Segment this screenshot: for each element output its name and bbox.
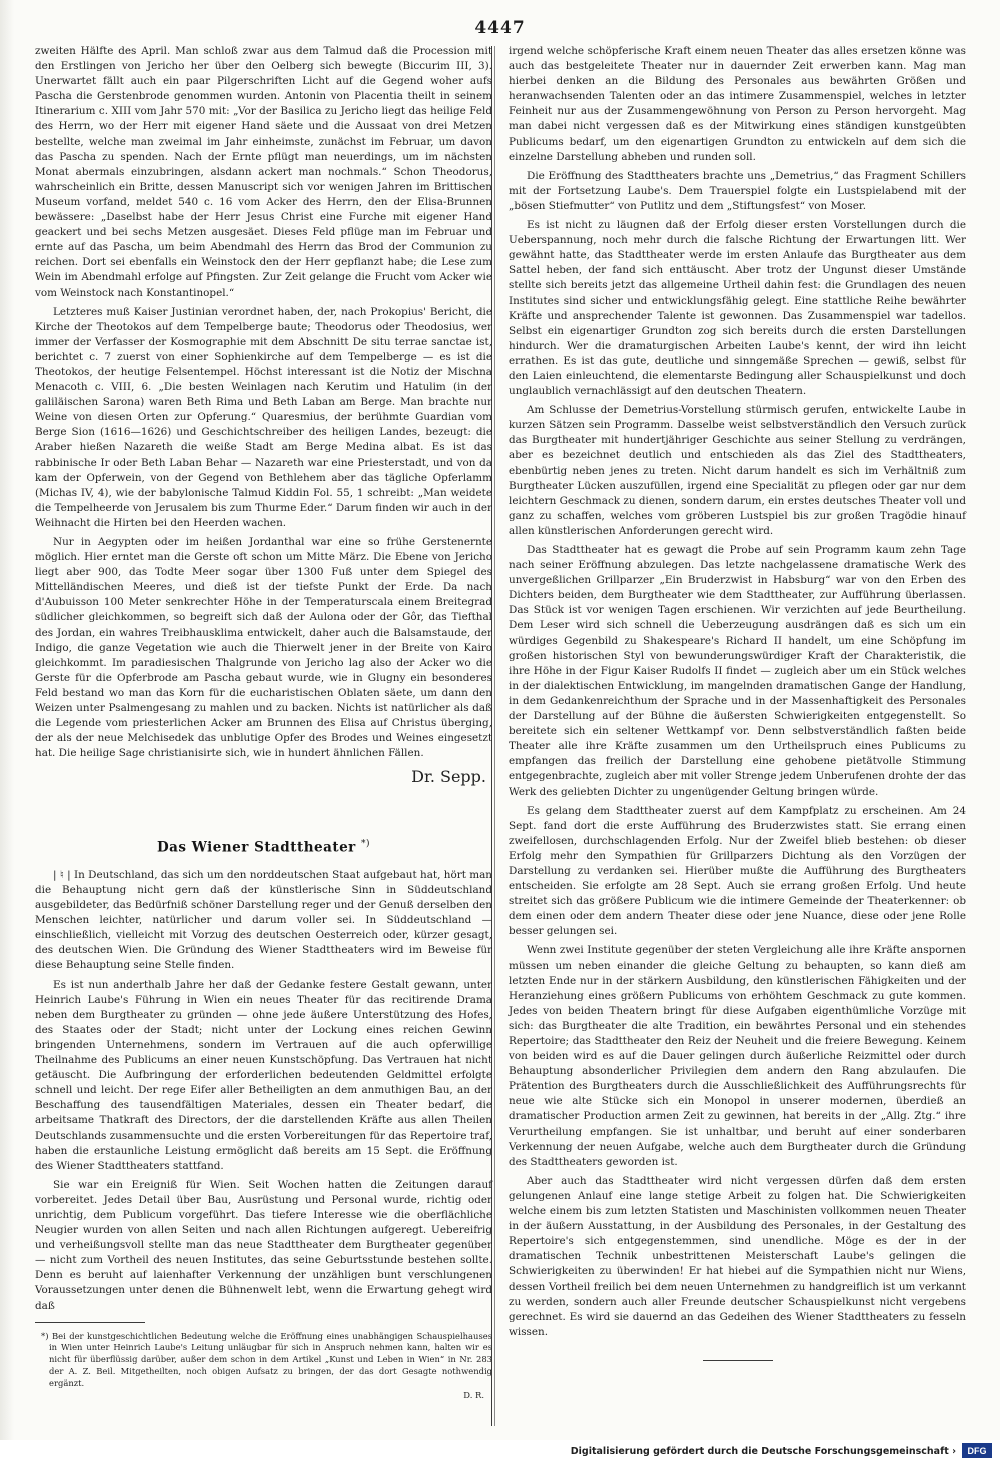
footnote-signature: D. R. (463, 1389, 484, 1400)
paragraph: Nur in Aegypten oder im heißen Jordanthal war eine so frühe Gerstenernte möglich. Hier erntet man die Gerste oft schon um Mitte März. Die Ebene von Jericho liegt aber 900, das Todte Meer sogar über 1300 Fuß unter dem Spiegel des Mittelländischen Meeres, und dieß ist der tiefste Punkt der Erde. Da nach d'Aubuisson 100 Meter senkrechter Höhe in der Temperaturscala einem Breitegrad südlicher gleichkommen, so begreift sich daß der Aulona oder der Gôr, das Tiefthal des Jordan, ein wahres Treibhausklima entwickelt, daher auch die Balsamstaude, der Indigo, die ganze Vegetation wie auch die Thierwelt jener in der Breite von Kairo gleichkommt. Im paradiesischen Thalgrunde von Jericho lag also der Acker wo die Gerste für die Opferbrode am Pascha gebaut wurde, wie in Glugny ein besonderes Feld bestand wo man das Korn für die eucharistischen Oblaten säete, um dann den Weizen unter Psalmengesang zu mahlen und zu backen. Nichts ist natürlicher als daß die Legende vom priesterlichen Acker am Brunnen des Elisa auf Christus überging, der als der neue Melchisedek das unblutige Opfer des Brodes und Weines eingesetzt hat. Die heilige Sage christianisirte sich, wie in hundert ähnlichen Fällen. (35, 536, 492, 760)
signature-line (35, 765, 492, 795)
funding-credit[interactable] (571, 1446, 956, 1457)
paragraph: zweiten Hälfte des April. Man schloß zwar aus dem Talmud daß die Procession mit den Erstlingen von Jericho her über den Oelberg sich bewegte (Biccurim III, 3). Unerwartet fällt auch ein paar Pilgerschriften Licht auf die Gegend woher aufs Pascha die Gerstenbrode genommen wurden. Antonin von Placentia theilt in seinem Itinerarium c. XIII vom Jahr 570 mit: „Vor der Basilica zu Jericho liegt das heilige Feld des Herrn, wo der Herr mit eigener Hand säete und die Aussaat von drei Metzen bestellte, welche man zweimal im Jahr einheimste, zunächst im Februar, um davon das Pascha zu spenden. Nach der Ernte pflügt man neuerdings, um im nächsten Monat abermals einzubringen, alsdann ackert man nochmals.“ Schon Theodorus, wahrscheinlich ein Britte, dessen Manuscript sich vor wenigen Jahren im Brittischen Museum vorfand, meldet 540 c. 16 vom Acker des Herrn, den der Elisa-Brunnen bewässere: „Daselbst habe der Herr Jesus Christ eine Furche mit eigener Hand geackert und bei sechs Metzen ausgesäet. Dieses Feld pflüge man im Februar und ernte auf das Pascha, um beim Abendmahl des Herrn das Brod der Communion zu reichen. Dort sei ebenfalls ein Weinstock den der Herr gepflanzt habe; die Lese zum Wein im Abendmahl erfolge auf Pfingsten. Zur Zeit gelange die Frucht vom Acker wie vom Weinstock nach Konstantinopel.“ (35, 45, 492, 299)
author-signature: Dr. Sepp. (411, 767, 486, 787)
paragraph: irgend welche schöpferische Kraft einem neuen Theater das alles ersetzen könne was auch das bestgeleitete Theater nur in dauernder Zeit erwerben kann. Mag man hierbei denken an die Bildung des Personales aus bewährten Größen und heranwachsenden Talenten oder an das intimere Zusammenspiel, welches in letzter Feinheit nur aus der Zusammengewöhnung von Person zu Person hervorgeht. Mag man dabei nicht vergessen daß es der Mitwirkung eines ständigen kunstgeübten Publicums bedarf, um den eigenartigen Grundton zu entwickeln auf dem sich die einzelne Darstellung abheben und runden soll. (509, 45, 966, 163)
paragraph: Die Eröffnung des Stadttheaters brachte uns „Demetrius,“ das Fragment Schillers mit der Fortsetzung Laube's. Dem Trauerspiel folgte ein Lustspielabend mit der „bösen Stiefmutter“ von Putlitz und dem „Stiftungsfest“ von Moser. (509, 169, 966, 212)
paragraph: Aber auch das Stadttheater wird nicht vergessen dürfen daß dem ersten gelungenen Anlauf eine lange stetige Arbeit zu folgen hat. Die Schwierigkeiten welche einem bis zum letzten Statisten und Maschinisten vollkommen neuen Theater in der äußern Ausstattung, in der Ausbildung des Personales, in der Gestaltung des Repertoire's sich entgegenstemmen, sind unendliche. Möge es der in der dramatischen Technik unbestrittenen Meisterschaft Laube's gelingen die Schwierigkeiten zu überwinden! Er hat hiebei auf die Sympathien nicht nur Wiens, dessen Vortheil freilich bei dem neuen Unternehmen zu handgreiflich ist um verkannt zu werden, sondern auch aller Freunde deutscher Schauspielkunst nicht vergebens gerechnet. Es wird sie dauernd an das Gedeihen des Wiener Stadttheaters zu fesseln wissen. (509, 1174, 966, 1338)
paragraph: Wenn zwei Institute gegenüber der steten Vergleichung alle ihre Kräfte anspornen müssen um neben einander die gleiche Geltung zu behaupten, so kann dieß am letzten Ende nur in der stärkern Ausbildung, den künstlerischen Fähigkeiten und der Heranziehung eines größern Publicums von erhöhtem Geschmack zu gute kommen. Jedes von beiden Theatern bringt für diese Aufgaben eigenthümliche Vorzüge mit sich: das Burgtheater die alte Tradition, ein bewährtes Personal und ein stehendes Repertoire; das Stadttheater den Reiz der Neuheit und die freiere Bewegung. Keinem von beiden wird es auf die Dauer gelingen durch äußerliche Reizmittel oder durch Behauptung absonderlicher Privilegien dem andern den Rang abzulaufen. Die Prätention des Burgtheaters durch die Ausschließlichkeit des Aufführungsrechts für neue wie alte Stücke sich ein Monopol in unserer modernen, überdieß an dramatischer Production armen Zeit zu gewinnen, hat bereits in der „Allg. Ztg.“ ihre Verurtheilung empfangen. Sie ist unhaltbar, und beruht auf einer sonderbaren Verkennung der neuen Aufgabe, welche auch dem Burgtheater durch die Gründung des Stadttheaters geworden ist. (509, 944, 966, 1168)
paragraph: Es ist nicht zu läugnen daß der Erfolg dieser ersten Vorstellungen durch die Ueberspannung, noch mehr durch die falsche Richtung der Erwartungen litt. Wer gewähnt hatte, das Stadttheater werde im ersten Anlaufe das Burgtheater aus dem Sattel heben, der fand sich enttäuscht. Aber trotz der Ungunst dieser Umstände stellte sich bereits jetzt das allgemeine Urtheil dahin fest: die Grundlagen des neuen Institutes sind sicher und entwicklungsfähig gelegt. Eine stattliche Reihe bewährter Kräfte und ansprechender Talente ist gewonnen. Das Zusammenspiel war tadellos. Selbst ein eigenartiger Grundton zog sich bereits durch die ersten Darstellungen hindurch. Wer die dramaturgischen Arbeiten Laube's kennt, der wird ihn leicht errathen. Es ist das gute, deutliche und sinngemäße Sprechen — gewiß, selbst für den Laien einleuchtend, die elementarste Bedingung aller Schauspielkunst und doch unglaublich vernachlässigt auf den deutschen Theatern. (509, 219, 966, 398)
paragraph: Es ist nun anderthalb Jahre her daß der Gedanke festere Gestalt gewann, unter Heinrich Laube's Führung in Wien ein neues Theater für das recitirende Drama neben dem Burgtheater zu gründen — ohne jede äußere Unterstützung des Hofes, des Staates oder der Stadt; nicht unter der Lockung eines reichen Gewinn bringenden Unternehmens, sondern im Vertrauen auf die auch opferwillige Theilnahme des Publicums an einer neuen Kunstschöpfung. Das Vertrauen hat nicht getäuscht. Die Aufbringung der erforderlichen bedeutenden Geldmittel erfolgte schnell und leicht. Der rege Eifer aller Betheiligten an dem anmuthigen Bau, an der Beschaffung des tausendfältigen Materiales, dessen ein Theater bedarf, die arbeitsame Thatkraft des Directors, der die darstellenden Kräfte aus allen Theilen Deutschlands zusammensuchte und die ersten Vorbereitungen für das Repertoire traf, haben die erstaunliche Leistung ermöglicht daß bereits am 15 Sept. die Eröffnung des Wiener Stadttheaters stattfand. (35, 978, 492, 1172)
scan-edge-shadow (0, 0, 14, 1440)
column-rule-inner (494, 46, 495, 1426)
paragraph: Das Stadttheater hat es gewagt die Probe auf sein Programm kaum zehn Tage nach seiner Eröffnung abzulegen. Das letzte nachgelassene dramatische Werk des unvergeßlichen Grillparzer „Ein Bruderzwist in Habsburg“ war von den Erben des Dichters beiden, dem Burgtheater wie dem Stadttheater, zur Aufführung überlassen. Das Stück ist vor wenigen Tagen erschienen. Wir verzichten auf jede Beurtheilung. Dem Leser wird sich schnell die Ueberzeugung ausdrängen daß es sich um ein würdiges Gegenbild zu Shakespeare's Richard II handelt, um eine Schöpfung im großen historischen Styl von bewunderungswürdiger Kraft der Charakteristik, die ihre Höhe in der Figur Kaiser Rudolfs II findet — zugleich aber um ein Stück welches in der dialektischen Entwicklung, im mangelnden dramatischen Gange der Handlung, in dem Gedankenreichthum der Sprache und in der Massenhaftigkeit des Personales der Darstellung auf der Bühne die äußersten Schwierigkeiten entgegenstellt. So bereitete sich ein seltener Wettkampf vor. Denn selbstverständlich faßten beide Theater alle ihre Kräfte zusammen um den Urtheilspruch eines Publicums zu empfangen das freilich der Darstellung eine gehobene pietätvolle Stimmung entgegenbrachte, zugleich aber mit voller Strenge jedem Unberufenen drohte der das Werk des geliebten Dichter zu ungenügender Geltung bringen würde. (509, 544, 966, 798)
right-column (509, 44, 966, 1361)
paragraph: Es gelang dem Stadttheater zuerst auf dem Kampfplatz zu erscheinen. Am 24 Sept. fand dort die erste Aufführung des Bruderzwistes statt. Sie errang einen zweifellosen, durchschlagenden Erfolg. Nur der Zweifel blieb bestehen: ob dieser Erfolg mehr den Sympathien für Grillparzers Dichtung als den Vorzügen der Darstellung zu verdanken sei. Hierüber mußte die Aufführung des Burgtheaters entscheiden. Sie erfolgte am 28 Sept. Auch sie errang großen Erfolg. Und heute streitet sich das größere Publicum wie die intimere Gemeinde der Theaterkenner: ob dem einen oder dem andern Theater diese oder jene Nuance, diese oder jene Rolle besser gelungen sei. (509, 804, 966, 938)
paragraph: Letzteres muß Kaiser Justinian verordnet haben, der, nach Prokopius' Bericht, die Kirche der Theotokos auf dem Tempelberge baute; Theodorus oder Theodosius, wer immer der Verfasser der Kosmographie mit dem Abschnitt De situ terrae sanctae ist, berichtet c. 7 zuerst von einer Sophienkirche auf dem Tempelberge — es ist die Theotokos, der heutige Felsentempel. Höchst interessant ist die Notiz der Mischna Menacoth c. VIII, 6. „Die besten Weinlagen nach Kerutim und Hatulim (in der galiläischen Sarona) waren Beth Rima und Beth Laban am Berge. Man brachte nur Weine von diesen Orten zur Opferung.“ Quaresmius, der berühmte Guardian vom Berge Sion (1616—1626) und Geschichtschreiber des heiligen Landes, bezeugt: die Araber hießen Nazareth die weiße Stadt am Berge Medina albat. Es ist das rabbinische Ir oder Beth Laban Behar — Nazareth war eine Priesterstadt, und von da kam der Opferwein, von der Gegend von Bethlehem aber das tägliche Opferlamm (Michas IV, 4), wie der babylonische Talmud Kiddin Fol. 55, 1 schreibt: „Man weidete die Tempelheerde von Jerusalem bis zum Thurme Eder.“ Darum finden wir auch in der Weihnacht die Hirten bei den Heerden wachen. (35, 305, 492, 529)
end-rule (703, 1360, 773, 1361)
paragraph: Am Schlusse der Demetrius-Vorstellung stürmisch gerufen, entwickelte Laube in kurzen Sätzen sein Programm. Dasselbe weist selbstverständlich den Versuch zurück das Burgtheater mit hundertjähriger Geschichte aus seiner Stellung zu verdrängen, aber es bezeichnet deutlich und entschieden als das Ziel des Stadttheaters, ebenbürtig neben jenes zu treten. Nicht darum handelt es sich im Verhältniß zum Burgtheater Lücken auszufüllen, irgend eine Specialität zu pflegen oder gar nur dem leichtern Geschmack zu dienen, sondern darum, ein erstes deutsches Theater voll und ganz zu schaffen, welches vom gröberen Lustspiel bis zur großen Tragödie hinauf allen künstlerischen Anforderungen gerecht wird. (509, 404, 966, 537)
paragraph: | ♮ | In Deutschland, das sich um den norddeutschen Staat aufgebaut hat, hört man die Behauptung nicht gern daß der künstlerische Sinn in Süddeutschland ausgebildeter, das Bedürfniß schöner Darstellung reger und der Genuß derselben den Menschen leichter, natürlicher und darum voller sei. In Süddeutschland — einschließlich, vielleicht mit Vorzug des deutschen Oesterreich oder, kürzer gesagt, des deutschen Wien. Die Gründung des Wiener Stadttheaters wird im Beweise für diese Behauptung seine Stelle finden. (35, 868, 492, 972)
footnote: *) Bei der kunstgeschichtlichen Bedeutung welche die Eröffnung eines unabhängigen Schauspielhauses in Wien unter Heinrich Laube's Leitung unläugbar für sich in Anspruch nehmen kann, halten wir es nicht für überflüssig darüber, außer dem schon in dem Artikel „Kunst und Leben in Wien“ in Nr. 283 der A. Z. Beil. Mitgetheilten, noch obigen Aufsatz zu bringen, der das dort Gesagte nothwendig ergänzt. (41, 1330, 492, 1388)
credit-bar (0, 1440, 1000, 1463)
page-number: 4447 (474, 18, 526, 38)
dfg-logo-text: DFG (967, 1446, 987, 1456)
footnote-rule (35, 1322, 145, 1323)
section-title: Das Wiener Stadttheater (156, 839, 356, 856)
section-heading (35, 839, 492, 856)
credit-text: Digitalisierung gefördert durch die Deutsche Forschungsgemeinschaft (570, 1446, 949, 1457)
dfg-logo (962, 1443, 992, 1458)
footnote-marker: *) (361, 839, 371, 850)
arrow-icon: › (952, 1446, 956, 1457)
left-column (35, 44, 492, 1401)
paragraph: Sie war ein Ereigniß für Wien. Seit Wochen hatten die Zeitungen darauf vorbereitet. Jedes Detail über Bau, Ausrüstung und Personal wurde, richtig oder unrichtig, dem Publicum vorgeführt. Das tiefere Interesse wie die oberflächliche Neugier wurden von allen Seiten und nach allen Richtungen aufgeregt. Uebereifrig und verheißungsvoll stellte man das neue Stadttheater dem Burgtheater gegenüber — nicht zum Vortheil des neuen Institutes, das seine Geburtsstunde bestehen sollte. Denn es beruht auf laienhafter Verkennung der unzähligen bunt verschlungenen Voraussetzungen unter denen die Bühnenwelt lebt, wenn die Erwartung gehegt wird daß (35, 1178, 492, 1312)
